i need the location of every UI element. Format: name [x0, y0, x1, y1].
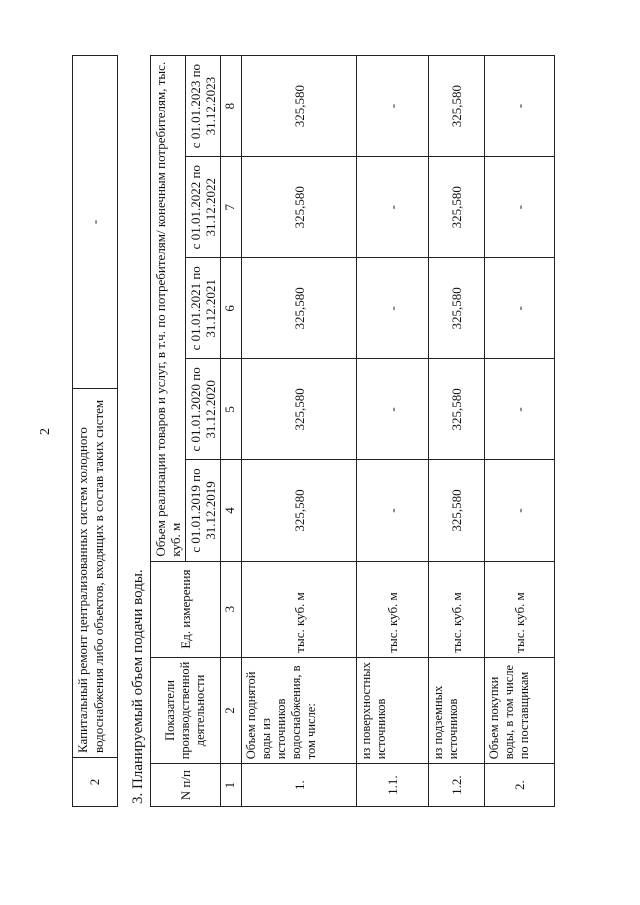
row-number: 2 — [73, 758, 118, 807]
row-unit: тыс. куб. м — [485, 561, 555, 657]
column-number: 8 — [221, 56, 242, 157]
header-volume: Объем реализации товаров и услуг, в т.ч. по потребителям/ конечным потребителям, тыс. куб. м — [151, 56, 186, 562]
column-number: 2 — [221, 657, 242, 764]
row-value: - — [357, 157, 429, 258]
row-value: 325,580 — [429, 56, 485, 157]
row-value: 325,580 — [242, 258, 357, 359]
row-value: - — [485, 359, 555, 460]
row-value: - — [485, 157, 555, 258]
header-unit: Ед. измерения — [151, 561, 221, 657]
table-row — [242, 56, 357, 807]
header-period: с 01.01.2022 по 31.12.2022 — [186, 157, 221, 258]
page-number: 2 — [38, 428, 53, 435]
row-unit: тыс. куб. м — [429, 561, 485, 657]
row-num: 1.2. — [429, 764, 485, 807]
row-indicator: Объем покупки воды, в том числе по поставщикам — [485, 657, 555, 764]
header-num: N п/п — [151, 764, 221, 807]
row-num: 1. — [242, 764, 357, 807]
row-value: - — [357, 56, 429, 157]
column-number: 5 — [221, 359, 242, 460]
header-row — [151, 56, 186, 807]
row-value: 325,580 — [429, 258, 485, 359]
column-number: 3 — [221, 561, 242, 657]
row-value: 325,580 — [242, 359, 357, 460]
column-number: 6 — [221, 258, 242, 359]
header-period: с 01.01.2023 по 31.12.2023 — [186, 56, 221, 157]
row-value: 325,580 — [242, 157, 357, 258]
column-number: 7 — [221, 157, 242, 258]
row-value: - — [73, 56, 118, 389]
row-value: - — [485, 258, 555, 359]
row-value: 325,580 — [429, 359, 485, 460]
header-period: с 01.01.2019 по 31.12.2019 — [186, 460, 221, 561]
column-number: 4 — [221, 460, 242, 561]
row-value: 325,580 — [242, 460, 357, 561]
row-value: 325,580 — [429, 460, 485, 561]
row-value: - — [357, 460, 429, 561]
table-row — [429, 56, 485, 807]
section-heading: 3. Планируемый объем подачи воды. — [130, 569, 146, 804]
row-value: 325,580 — [242, 56, 357, 157]
column-numbers-row — [221, 56, 242, 807]
column-number: 1 — [221, 764, 242, 807]
row-text: Капитальный ремонт централизованных систем холодного водоснабжения либо объектов, входящих в состав таких систем — [73, 389, 118, 758]
table-row — [357, 56, 429, 807]
row-unit: тыс. куб. м — [357, 561, 429, 657]
row-value: 325,580 — [429, 157, 485, 258]
table-row — [73, 56, 118, 807]
header-period: с 01.01.2020 по 31.12.2020 — [186, 359, 221, 460]
row-value: - — [357, 359, 429, 460]
row-indicator: Объем поднятой воды из источников водоснабжения, в том числе: — [242, 657, 357, 764]
row-value: - — [485, 56, 555, 157]
water-supply-table — [150, 55, 555, 807]
row-indicator: из подземных источников — [429, 657, 485, 764]
row-num: 2. — [485, 764, 555, 807]
header-period: с 01.01.2021 по 31.12.2021 — [186, 258, 221, 359]
table-row — [485, 56, 555, 807]
repair-table — [72, 55, 118, 807]
header-indicator: Показатели производственной деятельности — [151, 657, 221, 764]
row-value: - — [357, 258, 429, 359]
row-num: 1.1. — [357, 764, 429, 807]
row-value: - — [485, 460, 555, 561]
row-unit: тыс. куб. м — [242, 561, 357, 657]
row-indicator: из поверхностных источников — [357, 657, 429, 764]
